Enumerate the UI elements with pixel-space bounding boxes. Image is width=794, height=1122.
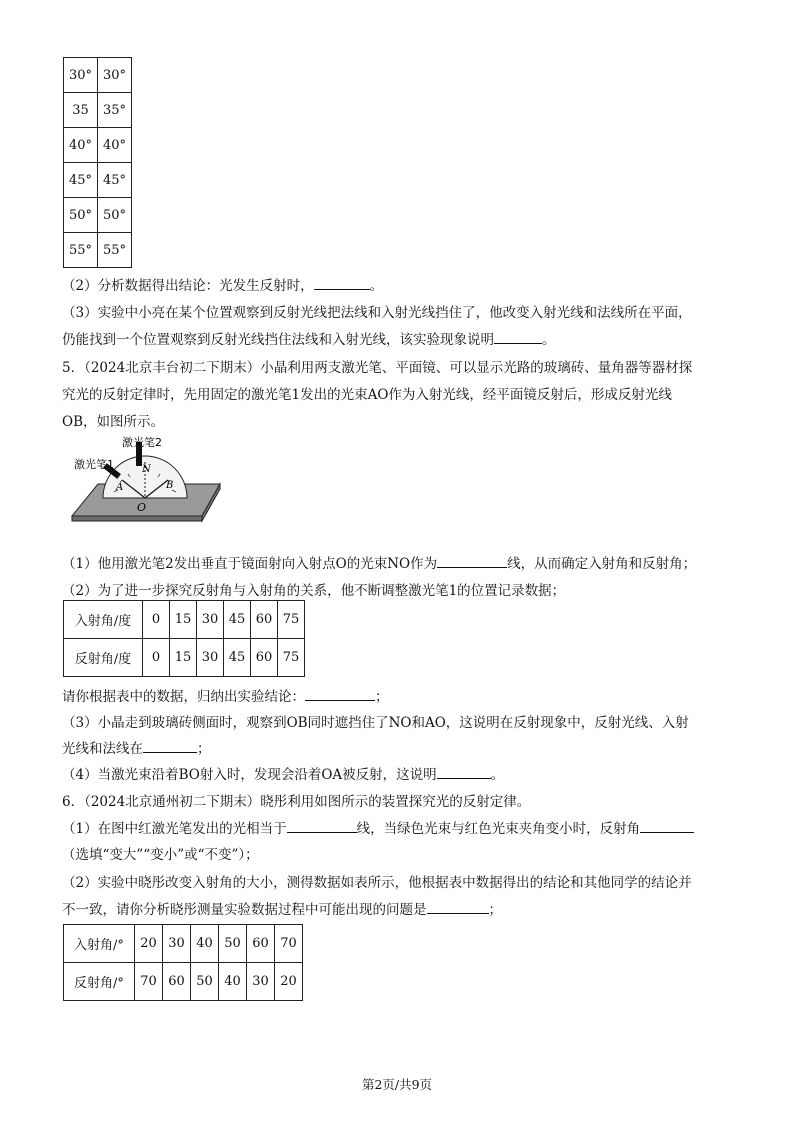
table-cell: 70	[135, 963, 163, 1001]
answer-blank[interactable]	[427, 901, 489, 914]
q5-conclusion-end: ；	[375, 689, 389, 705]
q5-part3-line1: （3）小晶走到玻璃砖侧面时，观察到OB同时遮挡住了NO和AO，这说明在反射现象中，反射光线、入射	[62, 715, 689, 731]
table-cell: 45°	[98, 163, 132, 198]
label-laser-pen-2: 激光笔2	[122, 436, 162, 449]
answer-blank[interactable]	[494, 331, 542, 344]
table-cell: 30	[197, 601, 224, 639]
q5-part1	[62, 552, 696, 572]
table-cell: 30	[197, 639, 224, 677]
table-cell: 50	[219, 925, 247, 963]
page-footer: 第2页/共9页	[361, 1077, 433, 1092]
table-cell: 40°	[98, 128, 132, 163]
table-cell: 35°	[98, 93, 132, 128]
q6-part2-line1: （2）实验中晓彤改变入射角的大小，测得数据如表所示，他根据表中数据得出的结论和其他同学的结论并	[62, 875, 692, 891]
q5-part2: （2）为了进一步探究反射角与入射角的关系，他不断调整激光笔1的位置记录数据；	[62, 583, 566, 599]
table-cell: 60	[247, 925, 275, 963]
q5-part3-line2	[62, 737, 211, 757]
q6-part1-text-a: （1）在图中红激光笔发出的光相当于	[62, 821, 287, 837]
table-cell: 50°	[64, 198, 98, 233]
table-cell: 45	[224, 639, 251, 677]
q4-part2-text: （2）分析数据得出结论：光发生反射时，	[62, 278, 314, 294]
table-cell: 55°	[64, 233, 98, 268]
table-row	[64, 93, 132, 128]
q5-stem-line3: OB，如图所示。	[62, 414, 164, 430]
q5-part4-text: （4）当激光束沿着BO射入时，发现会沿着OA被反射，这说明	[62, 767, 437, 783]
label-laser-pen-1: 激光笔1	[74, 458, 114, 471]
q5-stem-line1: 5．（2024北京丰台初二下期末）小晶利用两支激光笔、平面镜、可以显示光路的玻璃砖、量角器等器材探	[62, 360, 693, 376]
answer-blank[interactable]	[143, 740, 197, 753]
table-cell: 30	[163, 925, 191, 963]
table-cell: 30°	[64, 58, 98, 93]
row-label-reflect: 反射角/度	[64, 639, 143, 677]
q6-part1-line2: （选填“变大”“变小”或“不变”）；	[62, 847, 259, 863]
answer-blank[interactable]	[437, 766, 491, 779]
q6-part2-end: ；	[488, 902, 502, 918]
table-row	[64, 163, 132, 198]
row-label-incident: 入射角/度	[64, 601, 143, 639]
q5-part1-text-a: （1）他用激光笔2发出垂直于镜面射向入射点O的光束NO作为	[62, 556, 438, 572]
q5-part3-text: 光线和法线在	[62, 741, 143, 757]
data-table-q5	[63, 600, 305, 677]
table-cell: 40	[219, 963, 247, 1001]
answer-blank[interactable]	[437, 555, 507, 568]
q4-part3-line1: （3）实验中小亮在某个位置观察到反射光线把法线和入射光线挡住了，他改变入射光线和法线所在平面，	[62, 305, 692, 321]
q5-conclusion	[62, 685, 389, 705]
q5-part4-end: 。	[490, 767, 505, 783]
q5-stem-line2: 究光的反射定律时，先用固定的激光笔1发出的光束AO作为入射光线，经平面镜反射后，形成反射光线	[62, 387, 672, 403]
table-cell: 60	[251, 601, 278, 639]
table-cell: 35	[64, 93, 98, 128]
table-cell: 60	[163, 963, 191, 1001]
table-cell: 30	[247, 963, 275, 1001]
q5-part3-end: ；	[197, 741, 211, 757]
table-row	[64, 198, 132, 233]
q6-stem: 6．（2024北京通州初二下期末）晓彤利用如图所示的装置探究光的反射定律。	[62, 794, 531, 810]
table-cell: 60	[251, 639, 278, 677]
table-row	[64, 233, 132, 268]
q6-part1	[62, 817, 694, 837]
table-cell: 40°	[64, 128, 98, 163]
q4-part3-end: 。	[542, 332, 556, 348]
q5-laser-figure	[70, 432, 230, 524]
table-cell: 15	[170, 639, 197, 677]
row-label-reflect: 反射角/°	[64, 963, 135, 1001]
q6-part2-line2	[62, 898, 502, 918]
answer-blank[interactable]	[287, 820, 357, 833]
q4-part3-line2	[62, 328, 556, 348]
table-cell: 45	[224, 601, 251, 639]
table-cell: 20	[275, 963, 303, 1001]
q4-part3-text: 仍能找到一个位置观察到反射光线挡住法线和入射光线，该实验现象说明	[62, 332, 494, 348]
q6-part2-text: 不一致，请你分析晓彤测量实验数据过程中可能出现的问题是	[62, 902, 427, 918]
table-cell: 15	[170, 601, 197, 639]
q4-part2	[62, 274, 383, 294]
answer-blank[interactable]	[314, 277, 370, 290]
q4-part2-end: 。	[369, 278, 384, 294]
data-table-q6	[63, 924, 303, 1001]
table-row	[64, 128, 132, 163]
data-table-1	[63, 57, 132, 268]
table-cell: 0	[143, 601, 170, 639]
table-cell: 40	[191, 925, 219, 963]
q5-part1-text-b: 线，从而确定入射角和反射角；	[507, 556, 697, 572]
table-cell: 20	[135, 925, 163, 963]
table-cell: 0	[143, 639, 170, 677]
table-cell: 50	[191, 963, 219, 1001]
answer-blank[interactable]	[305, 688, 375, 701]
table-cell: 75	[278, 639, 305, 677]
label-B: B	[166, 480, 174, 491]
label-A: A	[116, 482, 124, 493]
table-cell: 55°	[98, 233, 132, 268]
table-cell: 50°	[98, 198, 132, 233]
table-cell: 45°	[64, 163, 98, 198]
q6-part1-text-b: 线，当绿色光束与红色光束夹角变小时，反射角	[356, 821, 641, 837]
table-row	[64, 58, 132, 93]
label-N: N	[142, 464, 151, 475]
mirror-plate-edge	[72, 516, 202, 521]
q5-conclusion-text: 请你根据表中的数据，归纳出实验结论：	[62, 689, 305, 705]
q5-part4	[62, 763, 504, 783]
label-O: O	[137, 501, 147, 514]
table-cell: 70	[275, 925, 303, 963]
table-cell: 30°	[98, 58, 132, 93]
answer-blank[interactable]	[640, 820, 694, 833]
row-label-incident: 入射角/°	[64, 925, 135, 963]
table-cell: 75	[278, 601, 305, 639]
